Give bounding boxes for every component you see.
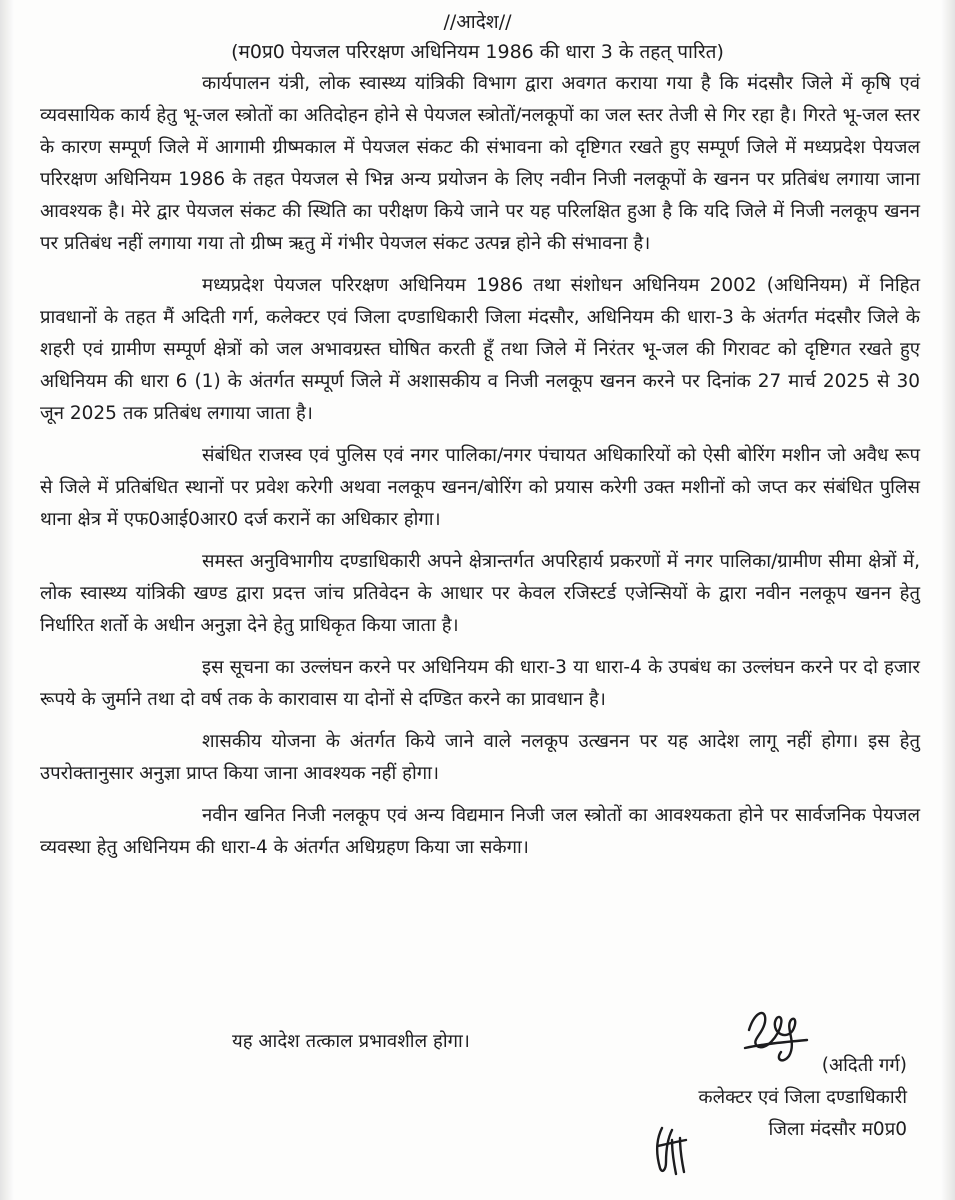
document-subtitle: (म0प्र0 पेयजल परिरक्षण अधिनियम 1986 की धारा 3 के तहत् पारित) (231, 41, 724, 63)
closing-statement: यह आदेश तत्काल प्रभावशील होगा। (232, 1031, 470, 1052)
page-edge-shadow-left (0, 0, 14, 1200)
paragraph-seizure-authority: संबंधित राजस्व एवं पुलिस एवं नगर पालिका/नगर पंचायत अधिकारियों को ऐसी बोरिंग मशीन जो अवैध रूप से जिले में प्रतिबंधित स्थानों पर प्रवेश करेगी अथवा नलकूप खनन/बोरिंग को प्रयास करेगी उक्त मशीनों को जप्त कर संबंधित पुलिस थाना क्षेत्र में एफ0आई0आर0 दर्ज करानें का अधिकार होगा। (40, 445, 920, 530)
document-title: //आदेश// (443, 11, 512, 33)
signatory-location: जिला मंदसौर म0प्र0 (768, 1119, 907, 1140)
paragraph-government-exemption: शासकीय योजना के अंतर्गत किये जाने वाले नलकूप उत्खनन पर यह आदेश लागू नहीं होगा। इस हेतु उपरोक्तानुसार अनुज्ञा प्राप्त किया जाना आवश्यक नहीं होगा। (40, 731, 920, 784)
paragraph-penalty: इस सूचना का उल्लंघन करने पर अधिनियम की धारा-3 या धारा-4 के उपबंध का उल्लंघन करने पर दो हजार रूपये के जुर्माने तथा दो वर्ष तक के कारावास या दोनों से दण्डित करने का प्रावधान है। (40, 657, 920, 710)
paragraph-prohibition-order: मध्यप्रदेश पेयजल परिरक्षण अधिनियम 1986 तथा संशोधन अधिनियम 2002 (अधिनियम) में निहित प्रावधानों के तहत मैं अदिती गर्ग, कलेक्टर एवं जिला दण्डाधिकारी जिला मंदसौर, अधिनियम की धारा-3 के अंतर्गत मंदसौर जिले के शहरी एवं ग्रामीण सम्पूर्ण क्षेत्रों को जल अभावग्रस्त घोषित करती हूँ तथा जिले में निरंतर भू-जल की गिरावट को दृष्टिगत रखते हुए अधिनियम की धारा 6 (1) के अंतर्गत सम्पूर्ण जिले में अशासकीय व निजी नलकूप खनन करने पर दिनांक 27 मार्च 2025 से 30 जून 2025 तक प्रतिबंध लगाया जाता है। (40, 275, 920, 424)
page-edge-shadow-right (941, 0, 955, 1200)
signatory-name: (अदिती गर्ग) (821, 1055, 907, 1076)
handwritten-initials (650, 1120, 694, 1180)
document-body (40, 68, 920, 864)
paragraph-situation: कार्यपालन यंत्री, लोक स्वास्थ्य यांत्रिकी विभाग द्वारा अवगत कराया गया है कि मंदसौर जिले में कृषि एवं व्यवसायिक कार्य हेतु भू-जल स्त्रोतों का अतिदोहन होने से पेयजल स्त्रोतों/नलकूपों का जल स्तर तेजी से गिर रहा है। गिरते भू-जल स्तर के कारण सम्पूर्ण जिले में आगामी ग्रीष्मकाल में पेयजल संकट की संभावना को दृष्टिगत रखते हुए सम्पूर्ण जिले में मध्यप्रदेश पेयजल परिरक्षण अधिनियम 1986 के तहत पेयजल से भिन्न अन्य प्रयोजन के लिए नवीन निजी नलकूपों के खनन पर प्रतिबंध लगाया जाना आवश्यक है। मेरे द्वार पेयजल संकट की स्थिति का परीक्षण किये जाने पर यह परिलक्षित हुआ है कि यदि जिले में निजी नलकूप खनन पर प्रतिबंध नहीं लगाया गया तो ग्रीष्म ऋतु में गंभीर पेयजल संकट उत्पन्न होने की संभावना है। (40, 73, 920, 254)
signatory-designation: कलेक्टर एवं जिला दण्डाधिकारी (698, 1087, 907, 1108)
paragraph-sdm-authorization: समस्त अनुविभागीय दण्डाधिकारी अपने क्षेत्रान्तर्गत अपरिहार्य प्रकरणों में नगर पालिका/ग्रामीण सीमा क्षेत्रों में, लोक स्वास्थ्य यांत्रिकी खण्ड द्वारा प्रदत्त जांच प्रतिवेदन के आधार पर केवल रजिस्टर्ड एजेन्सियों के द्वारा नवीन नलकूप खनन हेतु निर्धारित शर्तो के अधीन अनुज्ञा देने हेतु प्राधिकृत किया जाता है। (40, 551, 920, 636)
paragraph-acquisition: नवीन खनित निजी नलकूप एवं अन्य विद्यमान निजी जल स्त्रोतों का आवश्यकता होने पर सार्वजनिक पेयजल व्यवस्था हेतु अधिनियम की धारा-4 के अंतर्गत अधिग्रहण किया जा सकेगा। (40, 805, 920, 858)
